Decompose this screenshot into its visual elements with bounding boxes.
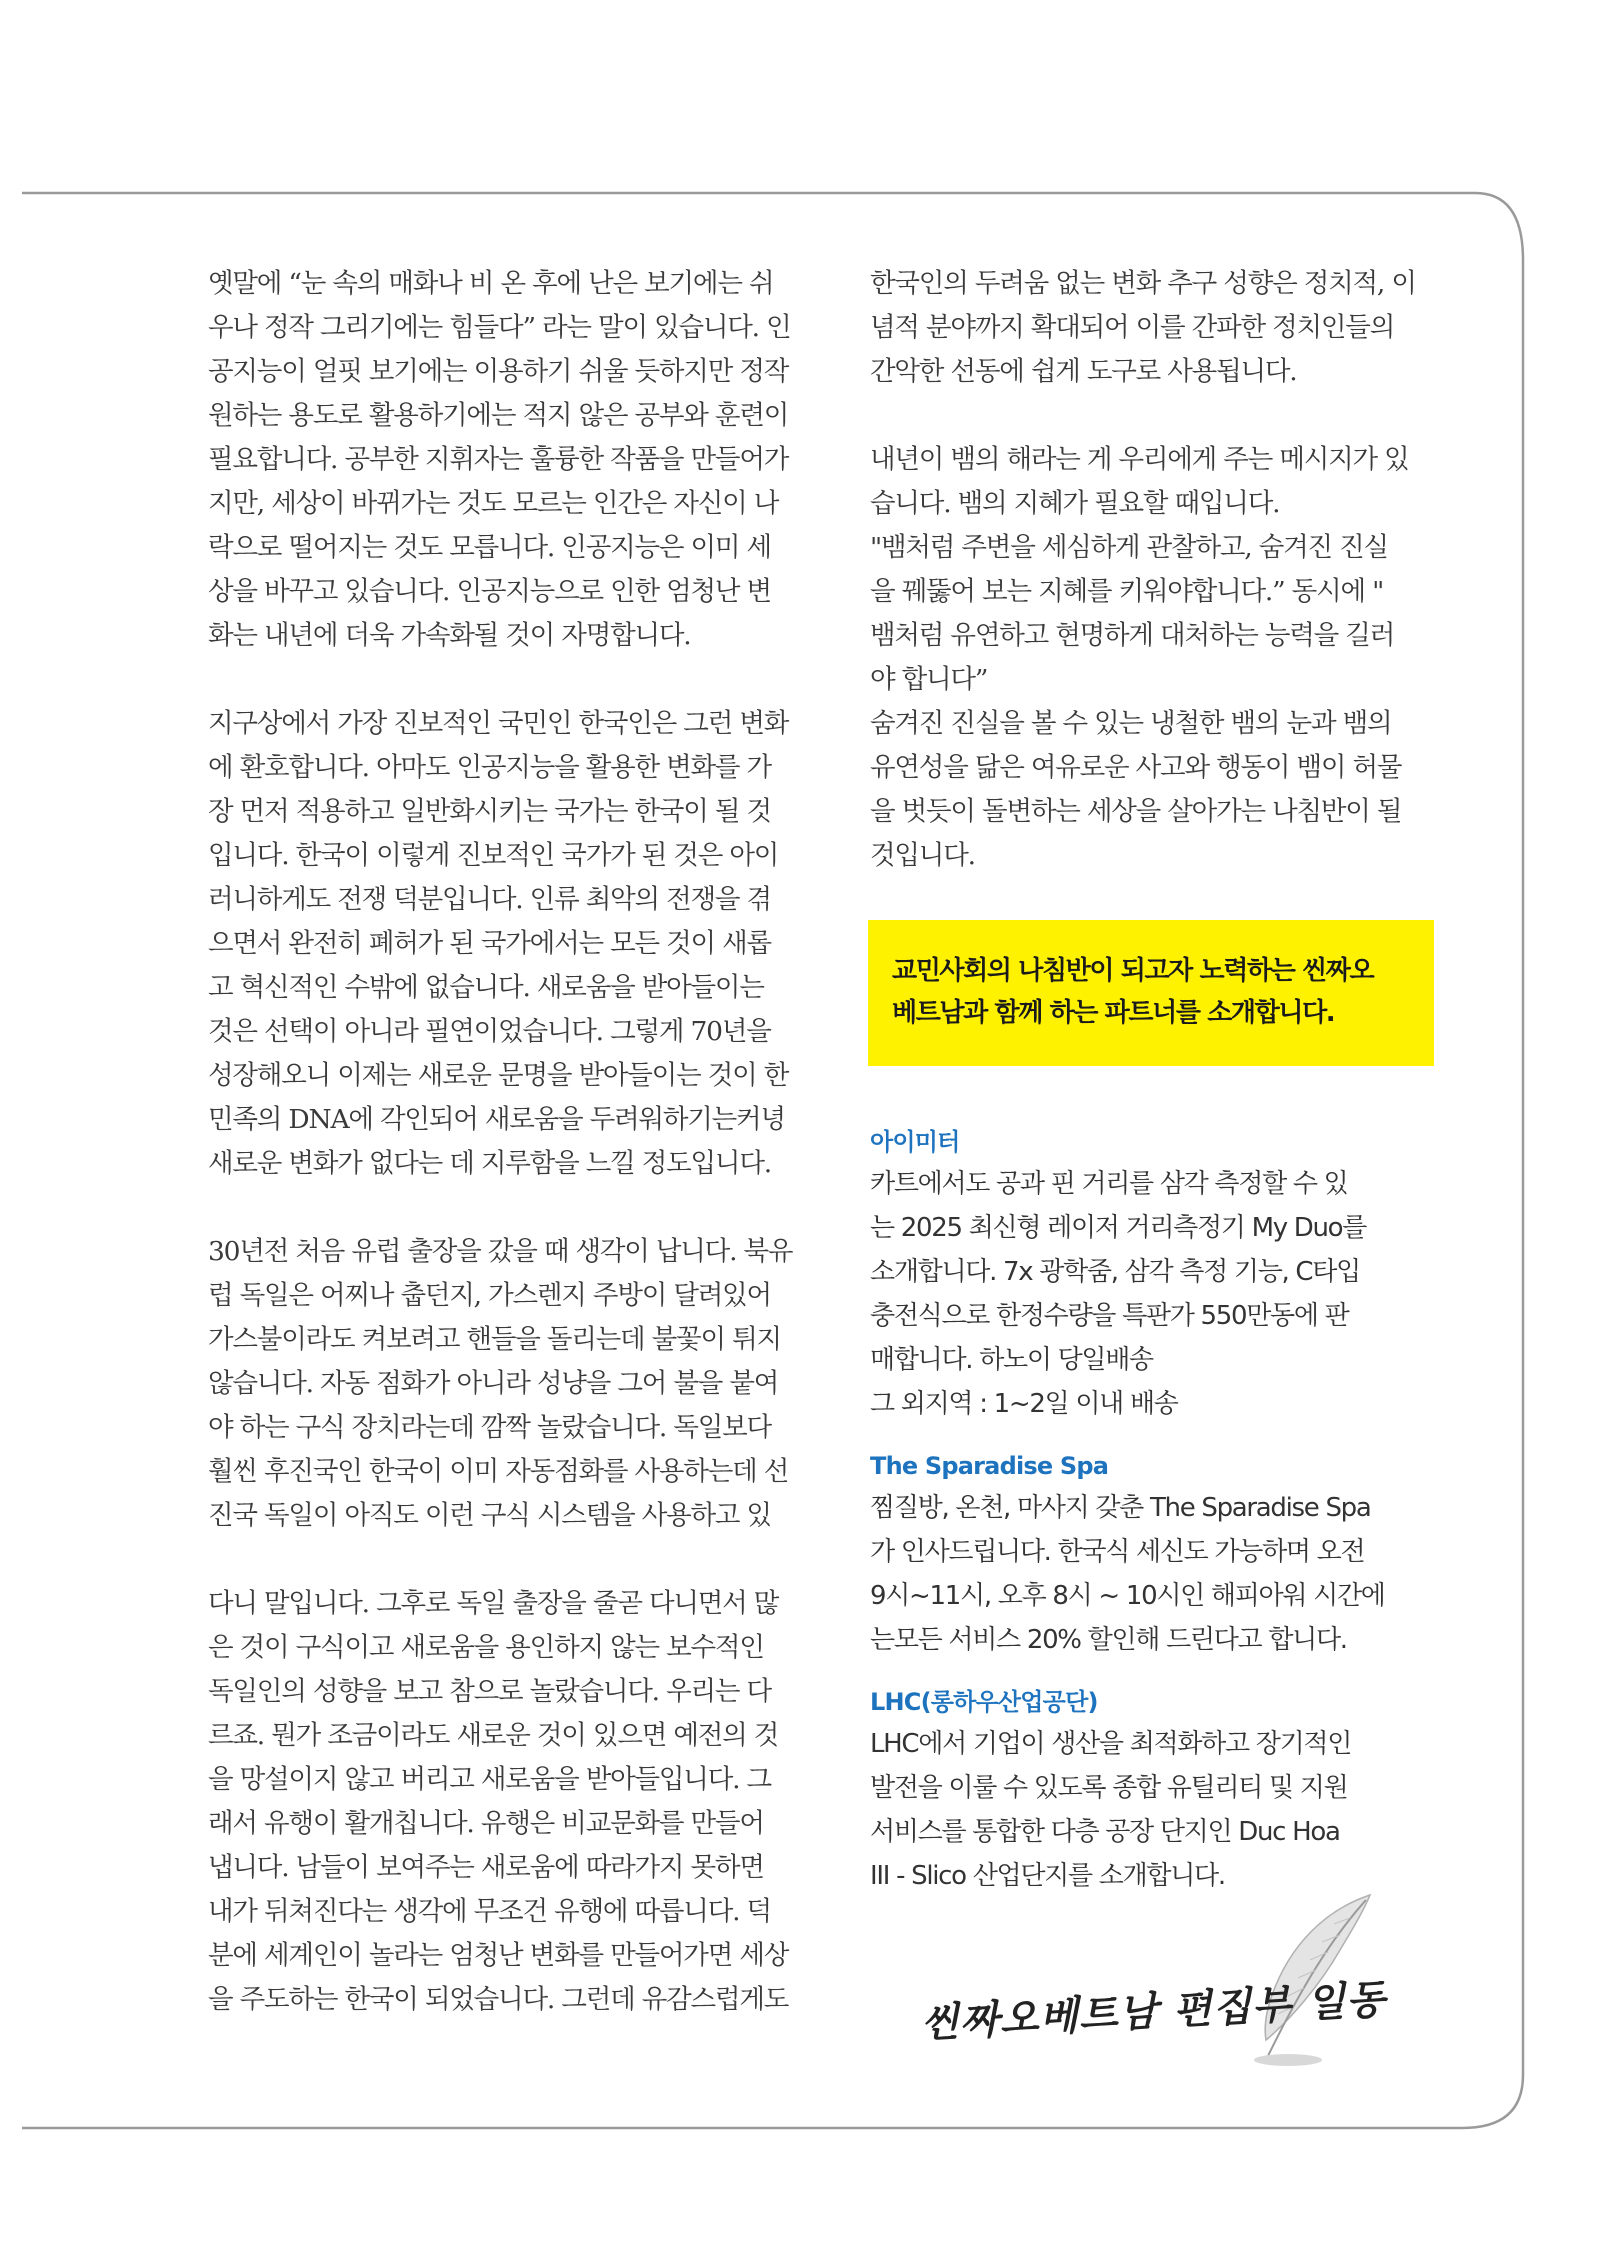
left-paragraph-4: 다니 말입니다. 그후로 독일 출장을 줄곧 다니면서 많 은 것이 구식이고 새로움을 용인하지 않는 보수적인 독일인의 성향을 보고 참으로 놀랐습니다. 우리는 다 르죠. 뭔가 조금이라도 새로운 것이 있으면 예전의 것 을 망설이지 않고 버리고 새로움을 받아들입니다. 그 래서 유행이 활개칩니다. 유행은 비교문화를 만들어 냅니다. 남들이 보여주는 새로움에 따라가지 못하면 내가 뒤쳐진다는 생각에 무조건 유행에 따릅니다. 덕 분에 세계인이 놀라는 엄청난 변화를 만들어가면 세상 을 주도하는 한국이 되었습니다. 그런데 유감스럽게도 xyxy=(208,1588,789,2015)
signature-text: 씬짜오베트남 편집부 일동 xyxy=(919,1975,1387,2048)
partner-description: 찜질방, 온천, 마사지 갖춘 The Sparadise Spa 가 인사드립니다. 한국식 세신도 가능하며 오전 9시~11시, 오후 8시 ~ 10시인 해피아워 시간에 는모든 서비스 20% 할인해 드린다고 합니다. xyxy=(870,1493,1385,1655)
partner-description: LHC에서 기업이 생산을 최적화하고 장기적인 발전을 이룰 수 있도록 종합 유틸리티 및 지원 서비스를 통합한 다층 공장 단지인 Duc Hoa III - Slico 산업단지를 소개합니다. xyxy=(870,1729,1352,1891)
partner-name: LHC(롱하우산업공단) xyxy=(870,1688,1098,1716)
right-paragraph-2: 내년이 뱀의 해라는 게 우리에게 주는 메시지가 있 습니다. 뱀의 지혜가 필요할 때입니다. "뱀처럼 주변을 세심하게 관찰하고, 숨겨진 진실 을 꿰뚫어 보는 지혜를 키워야합니다.” 동시에 " 뱀처럼 유연하고 현명하게 대처하는 능력을 길러 야 합니다” 숨겨진 진실을 볼 수 있는 냉철한 뱀의 눈과 뱀의 유연성을 닮은 여유로운 사고와 행동이 뱀이 허물 을 벗듯이 돌변하는 세상을 살아가는 나침반이 될 것입니다. xyxy=(870,444,1409,871)
left-paragraph-3: 30년전 처음 유럽 출장을 갔을 때 생각이 납니다. 북유 럽 독일은 어찌나 춥던지, 가스렌지 주방이 달려있어 가스불이라도 켜보려고 핸들을 돌리는데 불꽃이 튀지 않습니다. 자동 점화가 아니라 성냥을 그어 불을 붙여 야 하는 구식 장치라는데 깜짝 놀랐습니다. 독일보다 훨씬 후진국인 한국이 이미 자동점화를 사용하는데 선 진국 독일이 아직도 이런 구식 시스템을 사용하고 있 xyxy=(208,1236,793,1531)
callout-text: 교민사회의 나침반이 되고자 노력하는 씬짜오 베트남과 함께 하는 파트너를 소개합니다. xyxy=(892,956,1374,1028)
partner-lhc xyxy=(870,1682,1430,1898)
right-paragraph-1: 한국인의 두려움 없는 변화 추구 성향은 정치적, 이 념적 분야까지 확대되어 이를 간파한 정치인들의 간악한 선동에 쉽게 도구로 사용됩니다. xyxy=(870,268,1416,387)
left-paragraph-1: 옛말에 “눈 속의 매화나 비 온 후에 난은 보기에는 쉬 우나 정작 그리기에는 힘들다” 라는 말이 있습니다. 인 공지능이 얼핏 보기에는 이용하기 쉬울 듯하지만 정작 원하는 용도로 활용하기에는 적지 않은 공부와 훈련이 필요합니다. 공부한 지휘자는 훌륭한 작품을 만들어가 지만, 세상이 바뀌가는 것도 모르는 인간은 자신이 나 락으로 떨어지는 것도 모릅니다. 인공지능은 이미 세 상을 바꾸고 있습니다. 인공지능으로 인한 엄청난 변 화는 내년에 더욱 가속화될 것이 자명합니다. xyxy=(208,268,791,651)
left-paragraph-2: 지구상에서 가장 진보적인 국민인 한국인은 그런 변화 에 환호합니다. 아마도 인공지능을 활용한 변화를 가 장 먼저 적용하고 일반화시키는 국가는 한국이 될 것 입니다. 한국이 이렇게 진보적인 국가가 된 것은 아이 러니하게도 전쟁 덕분입니다. 인류 최악의 전쟁을 겪 으면서 완전히 폐허가 된 국가에서는 모든 것이 새롭 고 혁신적인 수밖에 없습니다. 새로움을 받아들이는 것은 선택이 아니라 필연이었습니다. 그렇게 70년을 성장해오니 이제는 새로운 문명을 받아들이는 것이 한 민족의 DNA에 각인되어 새로움을 두려워하기는커녕 새로운 변화가 없다는 데 지루함을 느낄 정도입니다. xyxy=(208,708,789,1179)
partner-aimeter xyxy=(870,1122,1430,1426)
partner-intro-callout xyxy=(868,920,1434,1066)
partner-description: 카트에서도 공과 핀 거리를 삼각 측정할 수 있 는 2025 최신형 레이저 거리측정기 My Duo를 소개합니다. 7x 광학줌, 삼각 측정 기능, C타입 충전식으로 한정수량을 특판가 550만동에 판 매합니다. 하노이 당일배송 그 외지역 : 1~2일 이내 배송 xyxy=(870,1169,1367,1419)
signature-block xyxy=(850,1890,1430,2070)
partner-name: The Sparadise Spa xyxy=(870,1452,1109,1480)
partner-name: 아이미터 xyxy=(870,1128,960,1156)
partner-sparadise-spa xyxy=(870,1446,1430,1662)
left-column xyxy=(208,262,798,2022)
right-column xyxy=(870,262,1430,1898)
